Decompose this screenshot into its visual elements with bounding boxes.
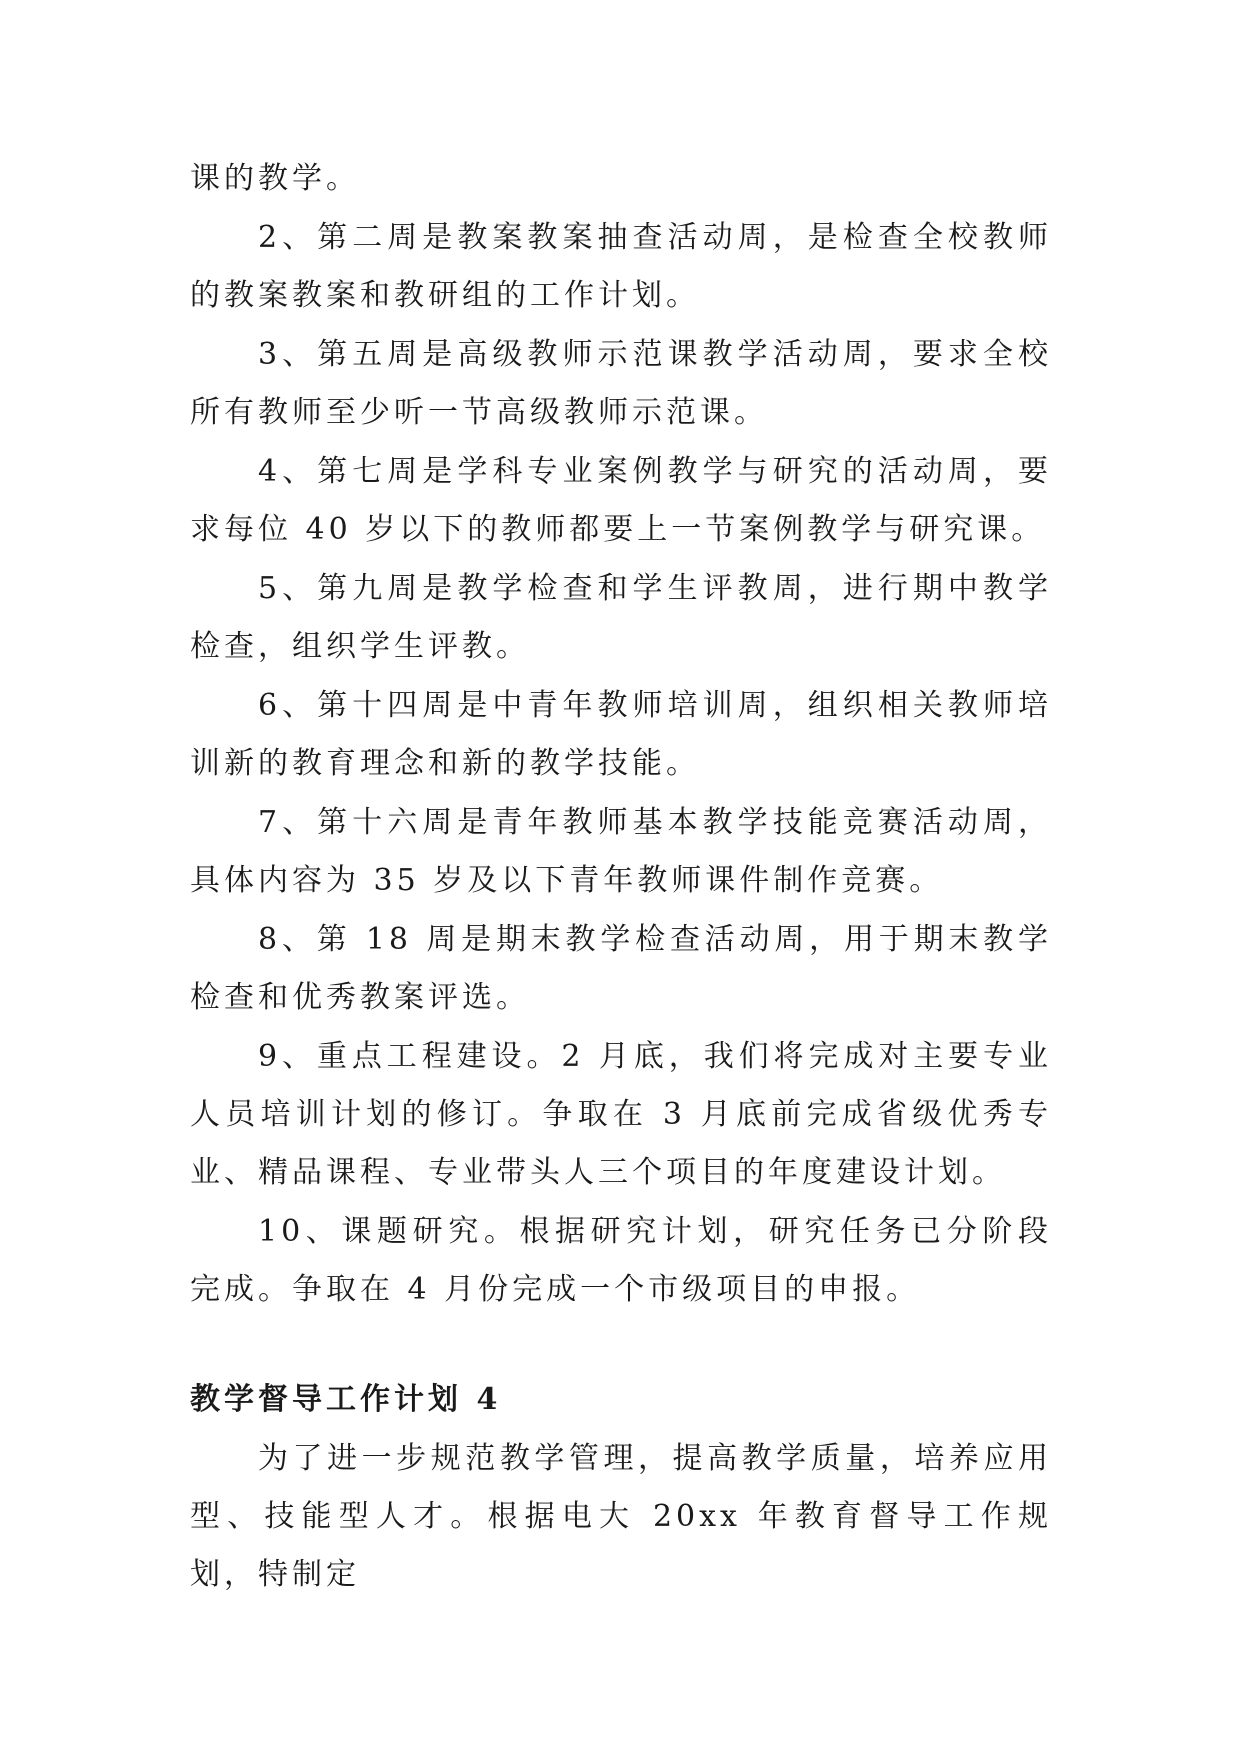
list-item-5: 5、第九周是教学检查和学生评教周，进行期中教学检查，组织学生评教。 — [190, 571, 1052, 664]
list-item-6: 6、第十四周是中青年教师培训周，组织相关教师培训新的教育理念和新的教学技能。 — [190, 688, 1052, 781]
list-item-10: 10、课题研究。根据研究计划，研究任务已分阶段完成。争取在 4 月份完成一个市级项目的申报。 — [190, 1214, 1052, 1307]
list-item-2: 2、第二周是教案教案抽查活动周，是检查全校教师的教案教案和教研组的工作计划。 — [190, 220, 1052, 313]
list-item-4: 4、第七周是学科专业案例教学与研究的活动周，要求每位 40 岁以下的教师都要上一节案例教学与研究课。 — [190, 454, 1052, 547]
document-body — [190, 150, 1052, 1604]
list-item-9: 9、重点工程建设。2 月底，我们将完成对主要专业人员培训计划的修订。争取在 3 月底前完成省级优秀专业、精品课程、专业带头人三个项目的年度建设计划。 — [190, 1039, 1052, 1190]
list-item-8: 8、第 18 周是期末教学检查活动周，用于期末教学检查和优秀教案评选。 — [190, 922, 1052, 1015]
intro-line: 课的教学。 — [190, 161, 360, 196]
section-paragraph: 为了进一步规范教学管理，提高教学质量，培养应用型、技能型人才。根据电大 20xx 年教育督导工作规划，特制定 — [190, 1441, 1052, 1592]
list-item-7: 7、第十六周是青年教师基本教学技能竞赛活动周，具体内容为 35 岁及以下青年教师课件制作竞赛。 — [190, 805, 1052, 898]
section-heading: 教学督导工作计划 4 — [190, 1382, 502, 1417]
list-item-3: 3、第五周是高级教师示范课教学活动周，要求全校所有教师至少听一节高级教师示范课。 — [190, 337, 1052, 430]
